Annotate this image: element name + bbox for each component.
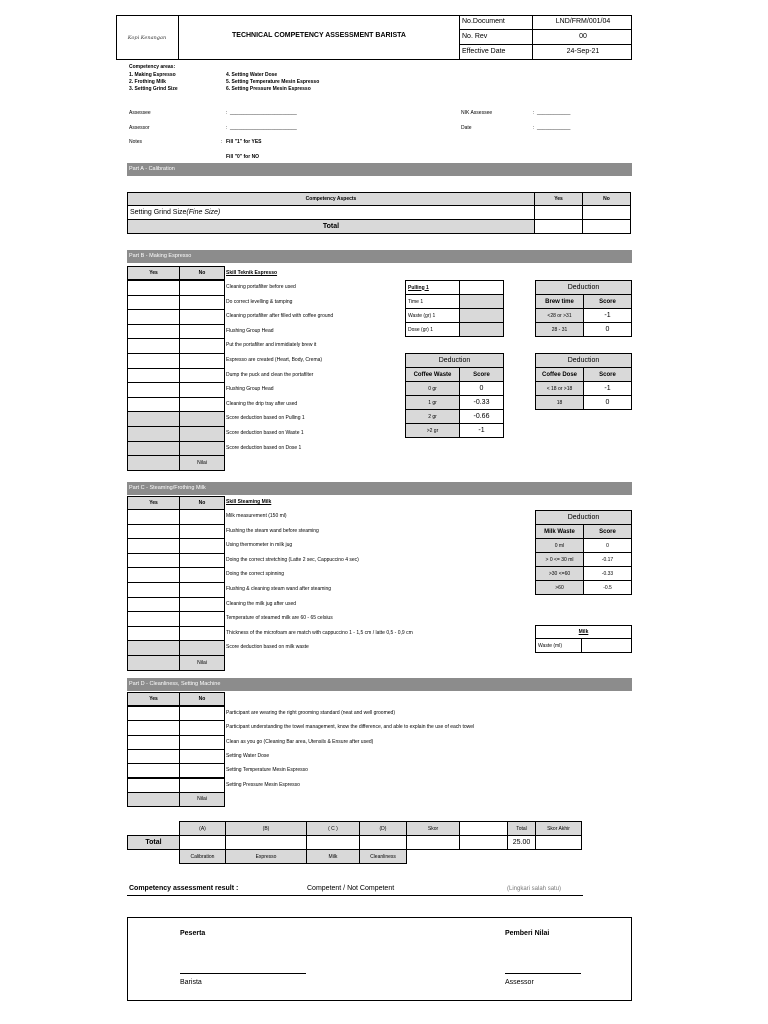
result-hint: (Lingkari salah satu) [507,886,562,892]
yes-cell[interactable] [127,441,180,457]
result-label: Competency assessment result : [129,885,239,892]
logo-cell [116,15,179,60]
totals-header-cell: Skor Akhir [535,821,582,836]
milk-ded-r4c1: >60 [535,580,584,595]
notes-label: Notes [129,139,143,145]
pulling-title-blank [459,280,504,295]
part-a-total-cell-no[interactable] [582,219,631,234]
yes-cell[interactable] [127,382,180,398]
part-a-col-no: No [582,192,631,206]
milk-ded-r4c2: -0.5 [583,580,632,595]
no-cell[interactable] [179,582,225,598]
list-item: Dump the puck and clean the portafilter [226,371,314,378]
brew-r1c1: <28 or >31 [535,308,584,323]
no-cell[interactable] [179,382,225,398]
no-cell[interactable] [179,553,225,569]
assessee-label: Assessee [129,110,151,116]
totals-footer-cell: Calibration [179,849,226,864]
nik-colon: : [533,110,535,116]
part-b-yes-header: Yes [127,266,180,280]
list-item: Do correct levelling & tamping [226,298,293,305]
pulling-title: Pulling 1 [405,280,460,295]
sig-right-title: Pemberi Nilai [505,930,550,937]
totals-header-cell [459,821,508,836]
no-cell[interactable] [179,309,225,325]
yes-cell[interactable] [127,538,180,554]
meta-row-document: No.Document LND/FRM/001/04 [460,15,632,30]
totals-footer-cell: Expresso [225,849,307,864]
waste-r1c1: 0 gr [405,381,460,396]
totals-header-cell: ( C ) [306,821,360,836]
sig-left-line [180,973,306,974]
areas-col2: 4. Setting Water Dose 5. Setting Temperature Mesin Espresso 6. Setting Pressure Mesin Espresso [226,72,320,92]
waste-title: Deduction [405,353,504,368]
pulling-row-waste: Waste (gr) 1 [405,308,460,323]
notes-colon: : [221,139,223,145]
part-a-yes-cell[interactable] [534,205,583,220]
yes-cell[interactable] [127,611,180,627]
no-cell[interactable] [179,611,225,627]
date-field[interactable]: ____________ [537,125,571,131]
yes-cell[interactable] [127,626,180,642]
pulling-waste-input[interactable] [459,308,504,323]
list-item: Using thermometer in milk jug [226,542,293,549]
list-item: Score deduction based on milk waste [226,644,309,651]
note-yes: Fill "1" for YES [226,139,262,145]
list-item: Doing the correct stretching (Latte 2 sec, Cappuccino 4 sec) [226,556,359,563]
list-item: Score deduction based on Pulling 1 [226,415,305,422]
nilai-blank [127,455,180,471]
list-item: Flushing Group Head [226,386,274,393]
yes-cell[interactable] [127,706,180,721]
list-item: Score deduction based on Waste 1 [226,430,304,436]
part-b-bar: Part B - Making Espresso [127,250,632,263]
yes-cell[interactable] [127,338,180,354]
yes-cell[interactable] [127,720,180,735]
brew-r1c2: -1 [583,308,632,323]
no-cell[interactable] [179,538,225,554]
totals-footer-cell: Milk [306,849,360,864]
totals-header-cell: Skor [406,821,460,836]
no-cell[interactable] [179,353,225,369]
yes-cell[interactable] [127,368,180,384]
no-cell[interactable] [179,324,225,340]
no-cell[interactable] [179,749,225,764]
totals-total-value[interactable]: 25.00 [507,835,536,850]
no-cell[interactable] [179,567,225,583]
pulling-dose-input[interactable] [459,322,504,337]
no-cell[interactable] [179,295,225,311]
part-d-no-header: No [179,692,225,706]
totals-header-cell: (B) [225,821,307,836]
milk-ded-r3c2: -0.33 [583,566,632,581]
yes-cell[interactable] [127,640,180,656]
list-item: Score deduction based on Dose 1 [226,444,302,451]
list-item: Milk measurement (150 ml) [226,513,287,519]
milk-ded-title: Deduction [535,510,632,525]
part-a-col-aspects: Competency Aspects [127,192,535,206]
doc-meta [459,15,632,60]
waste-r3c1: 2 gr [405,409,460,424]
no-cell[interactable] [179,411,225,427]
list-item: Put the portafilter and immidiately brew it [226,342,317,349]
milk-ded-h1: Milk Waste [535,524,584,539]
totals-footer-cell: Cleanliness [359,849,407,864]
no-cell[interactable] [179,280,225,296]
list-item: Cleaning portafilter before used [226,284,296,290]
dose-h1: Coffee Dose [535,367,584,382]
no-cell[interactable] [179,626,225,642]
part-c-bar: Part C - Steaming/Frothing Milk [127,482,632,495]
brew-h1: Brew time [535,294,584,309]
waste-r4c1: >2 gr [405,423,460,438]
areas-col1: 1. Making Espresso 2. Frothing Milk 3. Setting Grind Size [129,72,178,92]
areas-heading: Competency areas: [129,64,176,70]
no-cell[interactable] [179,640,225,656]
waste-h2: Score [459,367,504,382]
list-item: Flushing & cleaning steam wand after steaming [226,586,332,592]
part-b-skill-title: Skill Teknik Espresso [226,270,278,276]
brew-title: Deduction [535,280,632,295]
sig-right-role: Assessor [505,979,534,986]
assessor-field[interactable]: ________________________ [230,125,297,131]
nik-label: NIK Assessee [461,110,493,116]
totals-header-cell: (A) [179,821,226,836]
meta-row-date: Effective Date 24-Sep-21 [460,45,632,60]
no-cell[interactable] [179,720,225,735]
page-title: TECHNICAL COMPETENCY ASSESSMENT BARISTA [232,32,406,39]
totals-header-cell: (D) [359,821,407,836]
yes-cell[interactable] [127,309,180,325]
yes-cell[interactable] [127,778,180,793]
totals-value-cell[interactable] [406,835,460,850]
no-cell[interactable] [179,368,225,384]
no-cell[interactable] [179,426,225,442]
assessor-colon: : [226,125,228,131]
list-item: Setting Pressure Mesin Espresso [226,781,300,788]
waste-h1: Coffee Waste [405,367,460,382]
yes-cell[interactable] [127,524,180,540]
totals-value-cell[interactable] [359,835,407,850]
list-item: Flushing Group Head [226,327,274,334]
assessor-label: Assessor [129,125,150,131]
part-b-no-header: No [179,266,225,280]
no-cell[interactable] [179,524,225,540]
waste-r3c2: -0.66 [459,409,504,424]
result-underline [127,895,583,896]
yes-cell[interactable] [127,397,180,413]
sig-right-line [505,973,581,974]
sig-left-role: Barista [180,979,202,986]
no-cell[interactable] [179,735,225,750]
milk-ded-r1c1: 0 ml [535,538,584,553]
list-item: Temperature of steamed milk are 60 - 65 celsius [226,615,333,622]
list-item: Cleaning the milk jug after used [226,600,297,607]
list-item: Setting Temperature Mesin Espresso [226,767,308,774]
no-cell[interactable] [179,778,225,793]
brew-h2: Score [583,294,632,309]
dose-r1c2: -1 [583,381,632,396]
no-cell[interactable] [179,397,225,413]
list-item: Setting Water Dose [226,752,270,759]
yes-cell[interactable] [127,597,180,613]
yes-cell[interactable] [127,426,180,442]
no-cell[interactable] [179,763,225,778]
no-cell[interactable] [179,338,225,354]
part-a-no-cell[interactable] [582,205,631,220]
no-cell[interactable] [179,441,225,457]
list-item: Clean as you go (Cleaning Bar area, Utensils & Ensure after used) [226,738,374,745]
milk-waste-label: Waste (ml) [535,638,582,653]
totals-value-cell[interactable] [306,835,360,850]
yes-cell[interactable] [127,324,180,340]
yes-cell[interactable] [127,763,180,778]
yes-cell[interactable] [127,353,180,369]
yes-cell[interactable] [127,509,180,525]
brew-r2c2: 0 [583,322,632,337]
milk-ded-r1c2: 0 [583,538,632,553]
list-item: Espresso are created (Heart, Body, Crema) [226,357,323,363]
part-a-total: Total [127,219,535,234]
list-item: Cleaning portafilter after filled with coffee ground [226,313,334,320]
pulling-time-input[interactable] [459,294,504,309]
totals-header-cell: Total [507,821,536,836]
part-c-skill-title: Skill Steaming Milk [226,499,272,505]
yes-cell[interactable] [127,411,180,427]
pulling-row-time: Time 1 [405,294,460,309]
yes-cell[interactable] [127,280,180,296]
milk-ded-r2c1: > 0 <= 30 ml [535,552,584,567]
totals-label: Total [127,835,180,850]
date-colon: : [533,125,535,131]
list-item: Participant are wearing the right grooming standard (neat and well groomed) [226,710,395,716]
assessee-colon: : [226,110,228,116]
waste-r2c2: -0.33 [459,395,504,410]
milk-ded-r3c1: >30 <=60 [535,566,584,581]
yes-cell[interactable] [127,735,180,750]
result-options[interactable]: Competent / Not Competent [307,885,395,892]
dose-title: Deduction [535,353,632,368]
nilai-label: Nilai [179,792,225,807]
brand-logo: Kopi Kenangan [127,34,167,41]
yes-cell[interactable] [127,567,180,583]
dose-h2: Score [583,367,632,382]
part-a-item: Setting Grind Size (Fine Size) [127,205,535,220]
brew-r2c1: 28 - 31 [535,322,584,337]
totals-value-cell[interactable] [179,835,226,850]
no-cell[interactable] [179,706,225,721]
nilai-label: Nilai [179,455,225,471]
no-cell[interactable] [179,509,225,525]
part-d-yes-header: Yes [127,692,180,706]
meta-row-rev: No. Rev 00 [460,30,632,45]
waste-r2c1: 1 gr [405,395,460,410]
dose-r2c2: 0 [583,395,632,410]
waste-r1c2: 0 [459,381,504,396]
part-d-bar: Part D - Cleanliness, Setting Machine [127,678,632,691]
assessee-field[interactable]: ________________________ [230,110,297,116]
sig-left-title: Peserta [180,930,206,937]
part-a-total-cell[interactable] [534,219,583,234]
milk-ded-r2c2: -0.17 [583,552,632,567]
part-c-yes-header: Yes [127,496,180,510]
part-a-bar: Part A - Calibration [127,163,632,176]
dose-r1c1: < 18 or >18 [535,381,584,396]
yes-cell[interactable] [127,553,180,569]
list-item: Thickness of the microfoam are match with cappuccino 1 - 1,5 cm / latte 0,5 - 0,9 cm [226,629,413,636]
list-item: Flushing the steam wand before steaming [226,527,319,534]
part-a-col-yes: Yes [534,192,583,206]
no-cell[interactable] [179,597,225,613]
yes-cell[interactable] [127,582,180,598]
date-label: Date [461,125,472,131]
nilai-label: Nilai [179,655,225,671]
note-no: Fill "0" for NO [226,154,260,160]
milk-ded-h2: Score [583,524,632,539]
nilai-blank [127,655,180,671]
list-item: Cleaning the drip tray after used [226,400,298,407]
nilai-blank [127,792,180,807]
part-c-no-header: No [179,496,225,510]
totals-value-cell[interactable] [459,835,508,850]
milk-waste-input[interactable] [581,638,632,653]
list-item: Participant understanding the towel management, know the difference, and able to explain the use of each towel [226,724,475,731]
nik-field[interactable]: ____________ [537,110,571,116]
totals-value-cell[interactable] [535,835,582,850]
list-item: Doing the correct spinning [226,571,285,578]
yes-cell[interactable] [127,749,180,764]
yes-cell[interactable] [127,295,180,311]
milk-title: Milk [535,625,632,639]
pulling-row-dose: Dose (gr) 1 [405,322,460,337]
totals-value-cell[interactable] [225,835,307,850]
dose-r2c1: 18 [535,395,584,410]
waste-r4c2: -1 [459,423,504,438]
